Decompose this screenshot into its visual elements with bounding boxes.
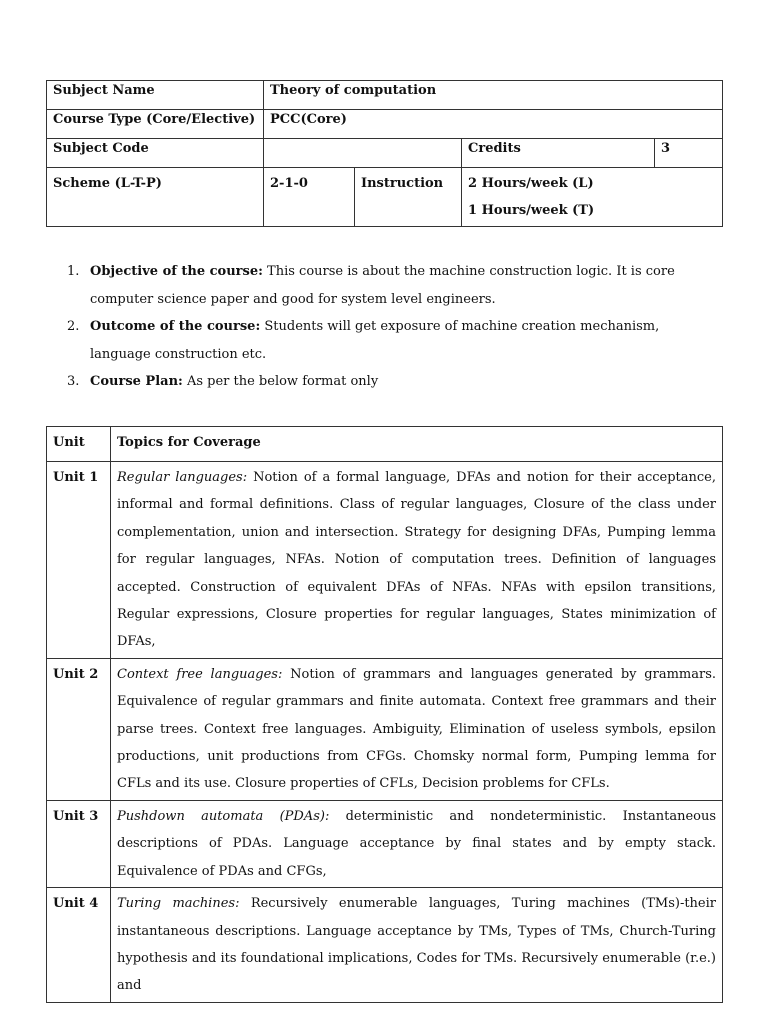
list-item — [67, 258, 727, 313]
course-plan-table — [46, 426, 723, 1003]
topic-title: Turing machines: — [117, 896, 240, 912]
credits-label: Credits — [462, 139, 655, 167]
unit-label: Unit 3 — [47, 800, 111, 887]
topics-header: Topics for Coverage — [111, 427, 723, 462]
subject-name-label: Subject Name — [47, 81, 264, 110]
credits-value: 3 — [661, 141, 671, 156]
list-item — [67, 313, 727, 368]
course-info-list — [67, 258, 727, 396]
instruction-hours — [462, 168, 723, 227]
topic-text: deterministic and nondeterministic. Instantaneous descriptions of PDAs. Language acceptance by final states and by empty stack. Equivalence of PDAs and CFGs, — [117, 808, 717, 879]
unit-topics — [111, 462, 723, 659]
unit-label: Unit 2 — [47, 658, 111, 800]
table-row — [47, 462, 723, 659]
topic-title: Regular languages: — [117, 470, 248, 485]
list-number: 3. — [67, 374, 80, 389]
instruction-label: Instruction — [355, 168, 462, 227]
table-row — [47, 658, 723, 800]
scheme-value: 2-1-0 — [264, 168, 355, 227]
hours-lecture: 2 Hours/week (L) — [468, 176, 594, 191]
unit-topics — [111, 800, 723, 887]
objective-text: This course is about the machine construction logic. It is core computer science paper and good for system level engineers. — [90, 264, 675, 307]
outcome-label: Outcome of the course: — [90, 319, 261, 334]
unit-topics — [111, 658, 723, 800]
topic-title: Context free languages: — [117, 666, 283, 682]
subject-code-label: Subject Code — [47, 139, 264, 168]
course-plan-text: As per the below format only — [182, 374, 379, 389]
topic-text: Notion of grammars and languages generated by grammars. Equivalence of regular grammars and finite automata. Context free grammars and their parse trees. Context free languages. Ambiguity, Elimination of useless symbols, epsilon productions, unit productions from CFGs. Chomsky normal form, Pumping lemma for CFLs and its use. Closure properties of CFLs, Decision problems for CFLs. — [117, 666, 716, 792]
topic-text: Recursively enumerable languages, Turing machines (TMs)-their instantaneous descriptions. Language acceptance by TMs, Types of TMs, Church-Turing hypothesis and its foundational implications, Codes for TMs. Recursively enumerable (r.e.) and — [117, 896, 716, 994]
subject-name-value: Theory of computation — [264, 81, 723, 110]
hours-tutorial: 1 Hours/week (T) — [468, 203, 595, 218]
course-info-table — [46, 80, 723, 227]
course-type-value: PCC(Core) — [264, 110, 723, 139]
course-plan-label: Course Plan: — [90, 374, 183, 389]
table-row — [47, 888, 723, 1003]
table-row — [47, 800, 723, 887]
subject-code-value — [264, 139, 462, 168]
outcome-text: Students will get exposure of machine creation mechanism, language construction etc. — [90, 319, 660, 362]
list-number: 1. — [67, 264, 80, 279]
unit-topics — [111, 888, 723, 1003]
list-number: 2. — [67, 319, 80, 334]
list-item — [67, 368, 727, 396]
topic-text: Notion of a formal language, DFAs and notion for their acceptance, informal and formal definitions. Class of regular languages, Closure of the class under complementation, union and intersection. Strategy for designing DFAs, Pumping lemma for regular languages, NFAs. Notion of computation trees. Definition of languages accepted. Construction of equivalent DFAs of NFAs. NFAs with epsilon transitions, Regular expressions, Closure properties for regular languages, States minimization of DFAs, — [117, 470, 716, 650]
scheme-label: Scheme (L-T-P) — [47, 168, 264, 227]
unit-label: Unit 1 — [47, 462, 111, 659]
unit-header: Unit — [47, 427, 111, 462]
topic-title: Pushdown automata (PDAs): — [117, 808, 330, 824]
course-type-label: Course Type (Core/Elective) — [47, 110, 264, 139]
objective-label: Objective of the course: — [90, 264, 263, 279]
unit-label: Unit 4 — [47, 888, 111, 1003]
